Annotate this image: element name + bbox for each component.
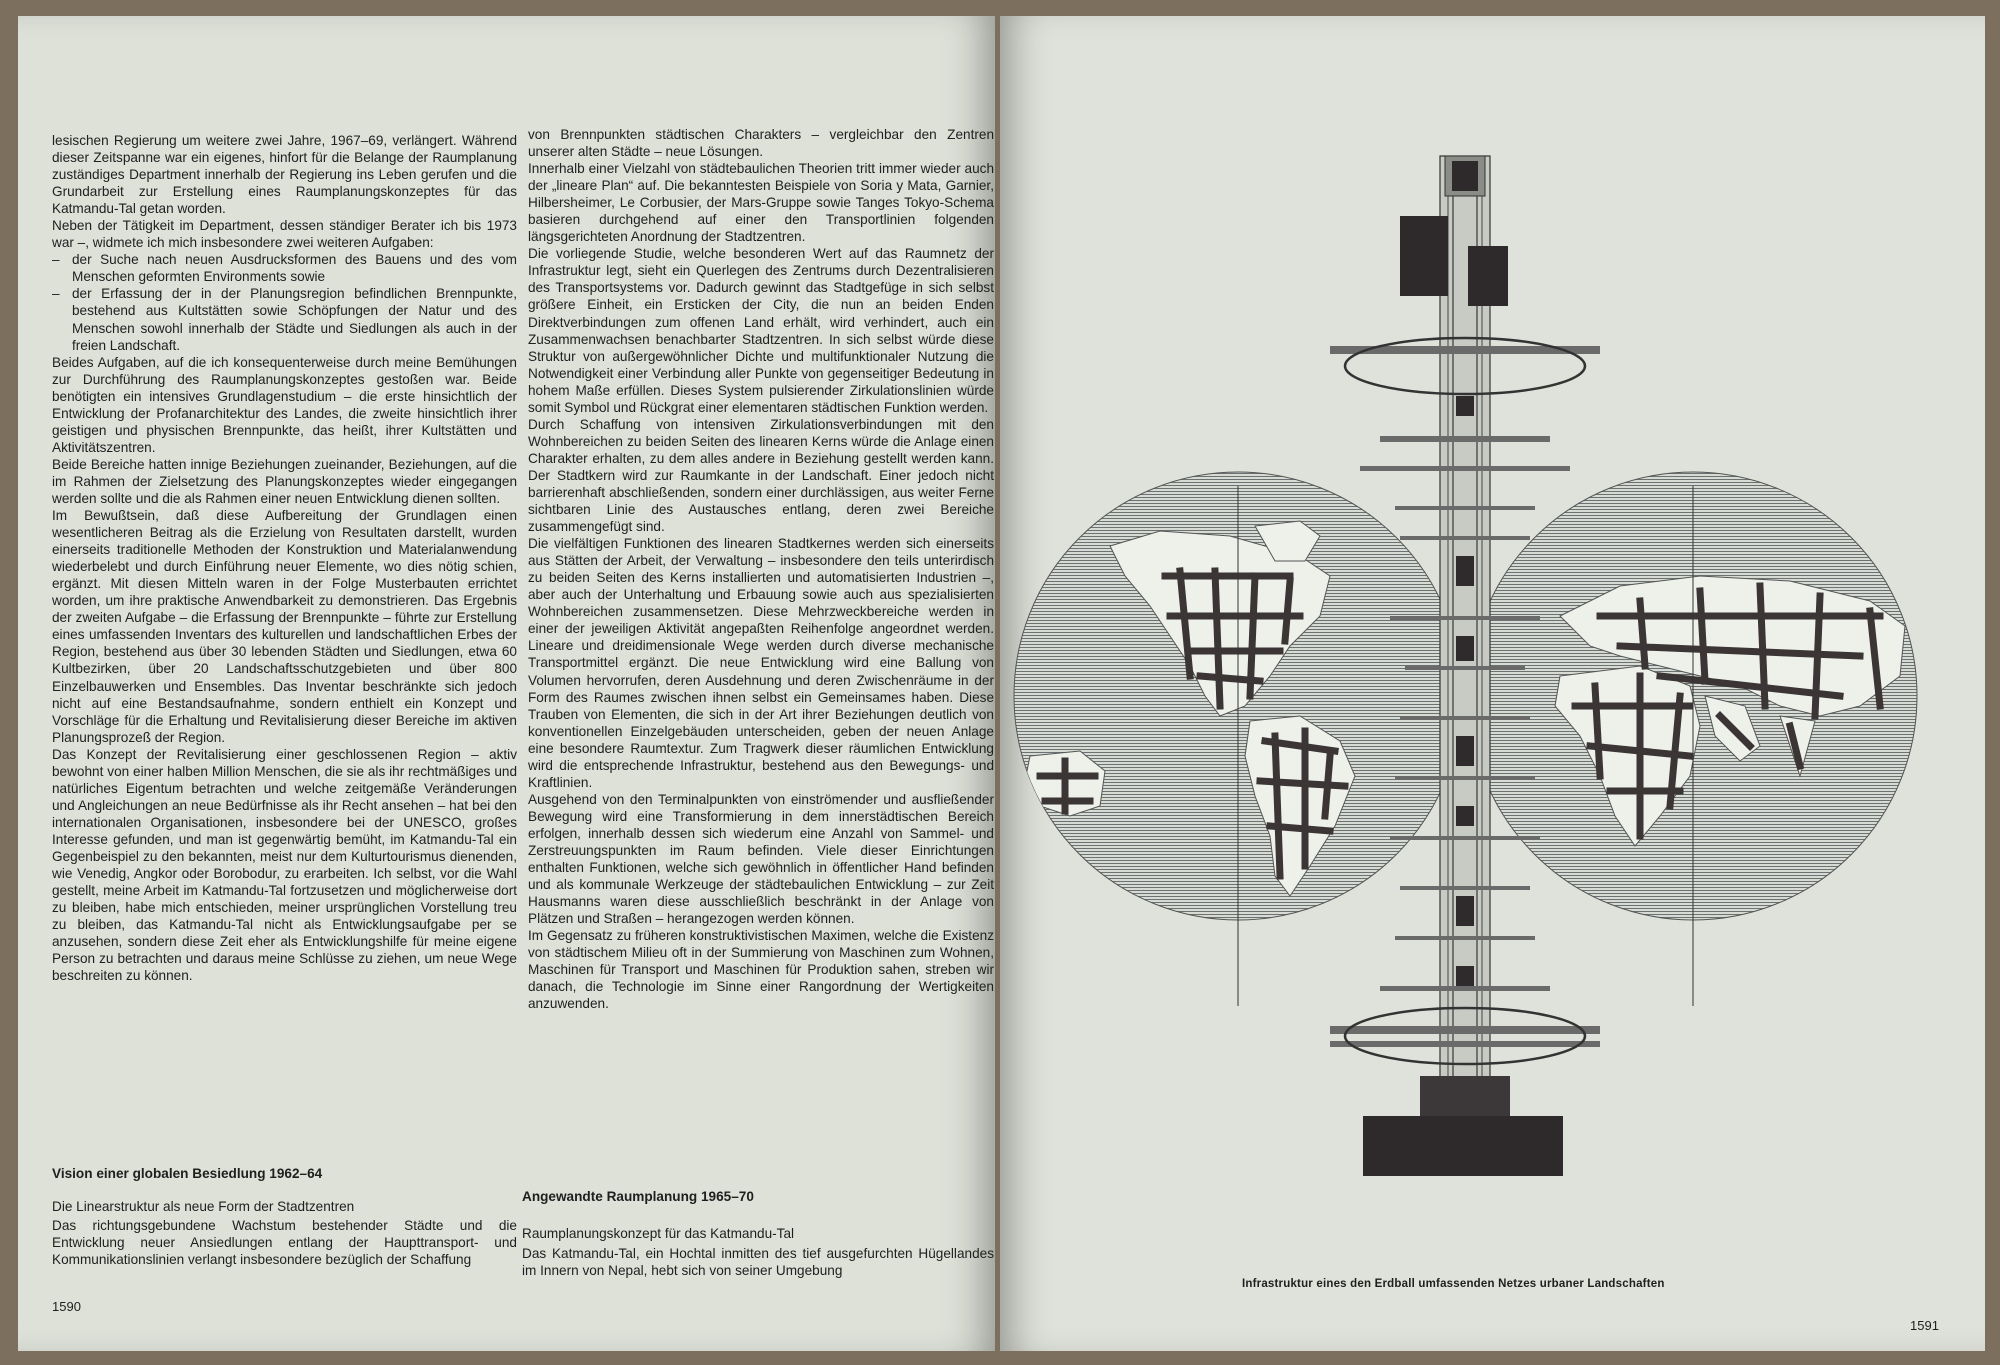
page-number: 1591 <box>1910 1318 1939 1333</box>
paragraph: Das Konzept der Revitalisierung einer geschlossenen Region – aktiv bewohnt von einer halben Million Menschen, die sie als ihr rechtmäßiges und natürliches Eigentum betrachten und welche zeitgemäße Veränderungen und Angleichungen an neue Bedürfnisse als ihr Recht ansehen – hat bei den internationalen Organisationen, insbesondere bei der UNESCO, großes Interesse gefunden, und man ist gegenwärtig bemüht, im Katmandu-Tal ein Gegenbeispiel zu den bekannten, meist nur dem Kulturtourismus dienenden, wie Venedig, Angkor oder Borobodur, zu erarbeiten. Ich selbst, vor die Wahl gestellt, meine Arbeit im Katmandu-Tal fortzusetzen und möglicherweise dort zu bleiben, habe mich entschieden, meiner ursprünglichen Vorstellung treu zu bleiben, das Katmandu-Tal nicht als Entwicklungsaufgabe per se anzusehen, sondern diese Zeit eher als Entwicklungshilfe für meine eigene Person zu betrachten und daraus meine Schlüsse zu ziehen, um neue Wege beschreiten zu können. <box>52 746 517 984</box>
paragraph: Das Katmandu-Tal, ein Hochtal inmitten des tief ausgefurchten Hügellandes im Innern von Nepal, hebt sich von seiner Umgebung <box>522 1246 994 1278</box>
eastern-hemisphere <box>1469 472 1917 1006</box>
figure-caption: Infrastruktur eines den Erdball umfassenden Netzes urbaner Landschaften <box>1242 1278 1665 1290</box>
paragraph: Im Gegensatz zu früheren konstruktivistischen Maximen, welche die Existenz von städtischem Milieu oft in der Summierung von Maschinen zum Wohnen, Maschinen für Transport und Maschinen für Produktion sahen, streben wir danach, die Technologie im Sinne einer Rangordnung der Wertigkeiten anzuwenden. <box>528 928 994 1012</box>
paragraph: lesischen Regierung um weitere zwei Jahre, 1967–69, verlängert. Während dieser Zeitspanne war ein eigenes, hinfort für die Belange der Raumplanung zuständiges Department innerhalb der Regierung ins Leben gerufen und die Grundarbeit zur Erstellung eines Raumplanungskonzeptes für das Katmandu-Tal getan worden. <box>52 133 517 217</box>
paragraph: Die vorliegende Studie, welche besonderen Wert auf das Raumnetz der Infrastruktur legt, sieht ein Querlegen des Zentrums durch Dezentralisieren des Transportsystems vor. Dadurch gewinnt das Stadtgefüge in sich selbst größere Einheit, ein Ersticken der City, die nun an beiden Enden Direktverbindungen zum offenen Land erhält, wird verhindert, auch ein Zusammenwachsen benachbarter Stadtzentren. In sich selbst würde diese Struktur von außergewöhnlicher Dichte und multifunktionaler Nutzung die Notwendigkeit einer Verbindung aller Punkte von gegenseitiger Bedeutung in hohem Maße erfüllen. Dieses System pulsierender Zirkulationslinien würde somit Symbol und Rückgrat einer elementaren städtischen Funktion werden. <box>528 246 994 415</box>
paragraph: Beide Bereiche hatten innige Beziehungen zueinander, Beziehungen, auf die im Rahmen der Zielsetzung des Planungskonzeptes wieder eingegangen werden sollte und die als Rahmen einer neuen Entwicklung dienen sollten. <box>52 456 517 506</box>
list-item-text: der Erfassung der in der Planungsregion befindlichen Brennpunkte, bestehend aus Kultstätten sowie Schöpfungen der Natur und des Menschen sowohl innerhalb der Städte und Siedlungen als auch in der freien Landschaft. <box>72 286 517 353</box>
paragraph: Durch Schaffung von intensiven Zirkulationsverbindungen mit den Wohnbereichen zu beiden Seiten des linearen Kerns würde die Anlage einen Charakter erhalten, zu dem alles andere in Beziehung gestellt werden kann. Der Stadtkern wird zur Raumkante in der Landschaft. Einer jedoch nicht barrierenhaft abschließenden, sondern einer durchlässigen, aus weiter Ferne sichtbaren Linie des Austausches entlang, deren zwei Bereiche zusammengefügt sind. <box>528 416 994 535</box>
western-hemisphere <box>1014 472 1462 1006</box>
paragraph: Das richtungsgebundene Wachstum bestehender Städte und die Entwicklung neuer Ansiedlungen entlang der Haupttransport- und Kommunikationslinien verlangt insbesondere bezüglich der Schaffung <box>52 1218 517 1267</box>
left-page-column-1 <box>52 132 517 984</box>
list-item <box>52 251 517 285</box>
paragraph: von Brennpunkten städtischen Charakters – vergleichbar den Zentren unserer alten Städte – neue Lösungen. <box>528 127 994 160</box>
subsection-heading: Die Linearstruktur als neue Form der Stadtzentren <box>52 1199 355 1214</box>
paragraph: Im Bewußtsein, daß diese Aufbereitung der Grundlagen einen wesentlicheren Beitrag als die Erzielung von Resultaten darstellt, wurden einerseits traditionelle Methoden der Konstruktion und Materialanwendung wiederbelebt und durch Einführung neuer Elemente, wo dies nötig schien, ergänzt. Mit diesen Mitteln waren in der Folge Musterbauten errichtet worden, um ihre praktische Anwendbarkeit zu demonstrieren. Das Ergebnis der zweiten Aufgabe – die Erfassung der Brennpunkte – führte zur Erstellung eines umfassenden Inventars des kulturellen und landschaftlichen Erbes der Region, bestehend aus über 30 lebenden Städten und Siedlungen, etwa 60 Kultbezirken, über 20 Landschaftsschutzgebieten und über 800 Einzelbauwerken und Ensembles. Das Inventar beschränkte sich jedoch nicht auf eine Bestandsaufnahme, sondern enthielt ein Konzept und Vorschläge für die Erhaltung und Revitalisierung dieser Bereiche im aktiven Planungsprozeß der Region. <box>52 508 517 745</box>
paragraph: Innerhalb einer Vielzahl von städtebaulichen Theorien tritt immer wieder auch der „lineare Plan“ auf. Die bekanntesten Beispiele von Soria y Mata, Garnier, Hilbersheimer, Le Corbusier, der Mars-Gruppe sowie Tanges Tokyo-Schema basieren durchgehend auf einer den Transportlinien folgenden längsgerichteten Anordnung der Stadtzentren. <box>528 161 994 245</box>
paragraph: Beides Aufgaben, auf die ich konsequenterweise durch meine Bemühungen zur Durchführung des Raumplanungskonzeptes gestoßen war. Beide benötigten ein intensives Grundlagenstudium – die erste hinsichtlich der Entwicklung der Profanarchitektur des Landes, die zweite hinsichtlich ihrer geistigen und physischen Brennpunkte, das heißt, ihrer Kultstätten und Aktivitätszentren. <box>52 354 517 455</box>
world-infrastructure-illustration <box>1000 16 1985 1351</box>
list-item-text: der Suche nach neuen Ausdrucksformen des Bauens und des vom Menschen geformten Environments sowie <box>72 252 517 285</box>
subsection-heading: Raumplanungskonzept für das Katmandu-Tal <box>522 1226 795 1241</box>
list-item <box>52 285 517 353</box>
left-page <box>18 16 995 1351</box>
section-heading: Vision einer globalen Besiedlung 1962–64 <box>52 1166 323 1181</box>
paragraph: Die vielfältigen Funktionen des linearen Stadtkernes werden sich einerseits aus Stätten der Arbeit, der Verwaltung – insbesondere den teils unterirdisch zu beiden Seiten des Kerns installierten und automatisierten Industrien –, aber auch der Unterhaltung und Erbauung sowie auch aus spezialisierten Wohnbereichen zusammensetzen. Diese Mehrzweckbereiche werden in einer der jeweiligen Aktivität angepaßten Reihenfolge angeordnet werden. Lineare und dreidimensionale Wege werden durch diverse mechanische Transportmittel ergänzt. Die neue Entwicklung wird eine Ballung von Volumen hervorrufen, deren Ausdehnung und deren Zwischenräume in der Form des Raumes zwischen ihnen selbst ein Gemeinsames haben. Diese Trauben von Elementen, die sich in der Art ihrer Beziehungen deutlich von konventionellen Einzelgebäuden unterscheiden, geben der neuen Anlage eine besondere Raumtextur. Zum Tragwerk dieser räumlichen Entwicklung wird die entsprechende Infrastruktur, bestehend aus den Bewegungs- und Kraftlinien. <box>528 536 994 790</box>
right-page <box>1000 16 1985 1351</box>
left-page-column-2 <box>528 126 994 1012</box>
dash-marker: – <box>52 286 60 302</box>
page-number: 1590 <box>52 1299 81 1314</box>
section-heading: Angewandte Raumplanung 1965–70 <box>522 1189 754 1204</box>
paragraph: Ausgehend von den Terminalpunkten von einströmender und ausfließender Bewegung wird eine Transformierung in dem innerstädtischen Bereich erfolgen, innerhalb dessen sich wiederum eine Anzahl von Sammel- und Zerstreuungspunkten im Raum befinden. Viele dieser Einrichtungen enthalten Funktionen, welche sich gewöhnlich in öffentlicher Hand befinden und als kommunale Werkzeuge der städtebaulichen Entwicklung – zur Zeit Hausmanns waren diese ausschließlich beschränkt in der Anlage von Plätzen und Straßen – herangezogen werden können. <box>528 791 994 927</box>
paragraph: Neben der Tätigkeit im Department, dessen ständiger Berater ich bis 1973 war –, widmete ich mich insbesondere zwei weiteren Aufgaben: <box>52 218 517 251</box>
dash-marker: – <box>52 252 60 268</box>
